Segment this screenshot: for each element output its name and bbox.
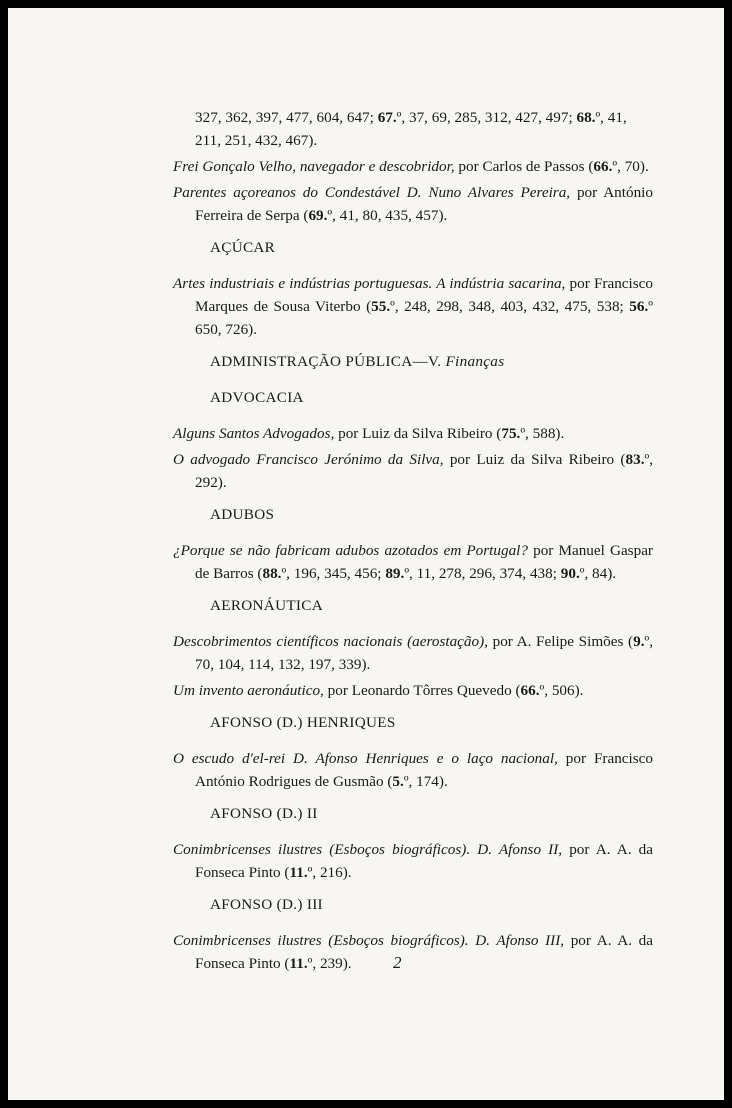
entry-author: por Francisco António Rodrigues de Gusmão ( [195,750,654,790]
entry-title: Um invento aeronáutico, [173,682,324,699]
entry-pages: º, 174). [403,773,448,790]
index-entry [173,448,653,494]
entry-title: O escudo d'el-rei D. Afonso Henriques e o laço nacional, [173,750,558,767]
entry-pages: º, 216). [307,864,352,881]
entry-pages: º, 41, 211, 251, 432, 467). [195,109,627,149]
entry-author: por A. A. da Fonseca Pinto ( [195,932,653,972]
entry-pages: º, 588). [520,425,565,442]
entry-pages: º, 37, 69, 285, 312, 427, 497; [396,109,577,126]
section-heading: AÇÚCAR [210,239,276,256]
section-heading: AFONSO (D.) III [210,896,323,913]
entry-pages: º, 239). [307,955,352,972]
entry-author: por Francisco Marques de Sousa Viterbo ( [195,275,653,315]
entry-pages: º, 292). [195,451,653,491]
entry-title: Conimbricenses ilustres (Esboços biográficos). D. Afonso III, [173,932,565,949]
entry-title: Alguns Santos Advogados, [173,425,335,442]
heading-text: ADMINISTRAÇÃO PÚBLICA—V. [210,353,446,370]
section-heading [210,350,653,373]
entry-pages: º, 248, 298, 348, 403, 432, 475, 538; [390,298,630,315]
section-heading: AFONSO (D.) II [210,805,318,822]
volume-number: 66. [520,682,540,699]
volume-number: 75. [501,425,521,442]
index-entry [173,630,653,676]
volume-number: 56. [629,298,649,315]
volume-number: 89. [385,565,405,582]
volume-number: 55. [371,298,391,315]
volume-number: 9. [633,633,645,650]
index-entry [173,272,653,341]
entry-pages: º, 41, 80, 435, 457). [327,207,448,224]
section-heading: ADUBOS [210,506,275,523]
volume-number: 68. [576,109,596,126]
entry-title: Descobrimentos científicos nacionais (aerostação), [173,633,488,650]
entry-author: por Manuel Gaspar de Barros ( [195,542,653,582]
section-heading: AERONÁUTICA [210,597,323,614]
entry-pages: º, 70, 104, 114, 132, 197, 339). [195,633,653,673]
entry-author: por Leonardo Tôrres Quevedo ( [323,682,521,699]
entry-author: por Luiz da Silva Ribeiro ( [443,451,626,468]
entry-pages: º, 70). [612,158,649,175]
entry-author: por Luiz da Silva Ribeiro ( [334,425,502,442]
volume-number: 11. [289,864,308,881]
entry-pages: 327, 362, 397, 477, 604, 647; [195,109,378,126]
section-heading: AFONSO (D.) HENRIQUES [210,714,396,731]
index-entry [173,422,653,445]
entry-title: Artes industriais e indústrias portuguesas. A indústria sacarina, [173,275,566,292]
volume-number: 88. [262,565,282,582]
entry-title: Parentes açoreanos do Condestável D. Nuno Alvares Pereira, [173,184,571,201]
index-entry [173,155,653,178]
index-entry [173,838,653,884]
entry-pages: º, 196, 345, 456; [281,565,386,582]
page-number: 2 [393,953,402,972]
index-entry [173,679,653,702]
section-heading: ADVOCACIA [210,389,304,406]
index-entry [173,181,653,227]
entry-title: Conimbricenses ilustres (Esboços biográficos). D. Afonso II, [173,841,563,858]
volume-number: 11. [289,955,308,972]
entry-pages: º, 506). [539,682,584,699]
entry-title: ¿Porque se não fabricam adubos azotados em Portugal? [173,542,528,559]
entry-pages: º 650, 726). [195,298,653,338]
index-entry [173,929,653,975]
index-content [173,106,653,975]
entry-author: por A. Felipe Simões ( [487,633,634,650]
volume-number: 90. [560,565,580,582]
entry-pages: º, 84). [579,565,617,582]
cross-reference: Finanças [445,353,505,370]
volume-number: 66. [593,158,613,175]
continued-entry [173,106,653,152]
index-entry [173,747,653,793]
document-page [8,8,724,1100]
volume-number: 67. [377,109,397,126]
entry-author: por A. A. da Fonseca Pinto ( [195,841,653,881]
volume-number: 83. [625,451,645,468]
entry-title: Frei Gonçalo Velho, navegador e descobridor, [173,158,455,175]
entry-title: O advogado Francisco Jerónimo da Silva, [173,451,444,468]
volume-number: 69. [308,207,328,224]
entry-author: por Carlos de Passos ( [454,158,594,175]
volume-number: 5. [392,773,404,790]
entry-pages: º, 11, 278, 296, 374, 438; [404,565,561,582]
entry-author: por António Ferreira de Serpa ( [195,184,653,224]
index-entry [173,539,653,585]
